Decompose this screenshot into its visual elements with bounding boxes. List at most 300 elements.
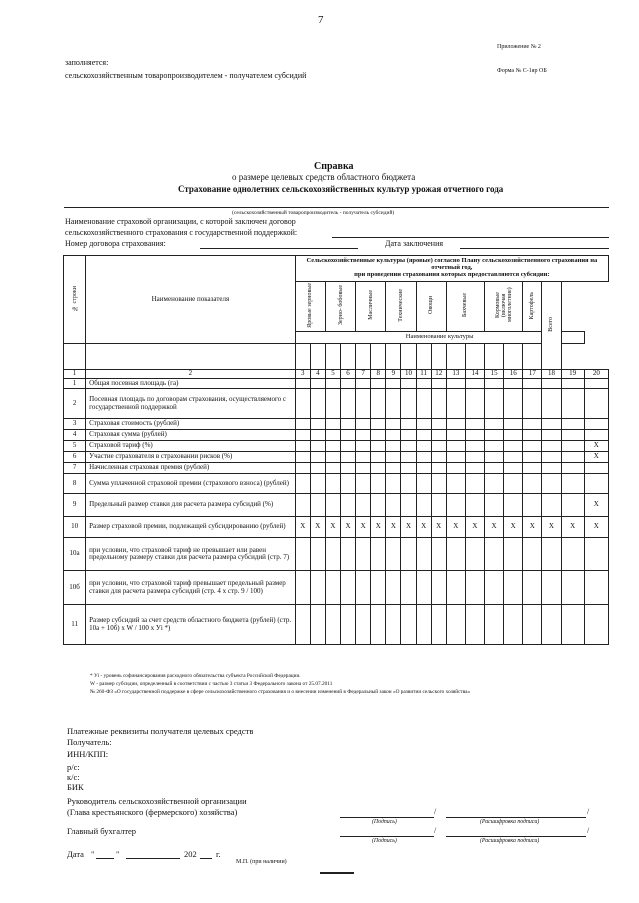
crop-blank-cell[interactable] — [325, 344, 340, 370]
value-cell[interactable] — [356, 419, 371, 430]
value-cell[interactable]: X — [485, 517, 504, 538]
value-cell[interactable] — [295, 441, 310, 452]
value-cell[interactable] — [386, 430, 401, 441]
payment-title: Платежные реквизиты получателя целевых средств — [67, 726, 254, 736]
value-cell[interactable] — [431, 389, 446, 419]
value-cell[interactable] — [561, 379, 584, 389]
value-cell[interactable] — [371, 389, 386, 419]
value-cell[interactable] — [310, 430, 325, 441]
doc-title: Справка — [314, 161, 354, 172]
row-label: Предельный размер ставки для расчета размера субсидий (%) — [86, 494, 296, 517]
value-cell[interactable] — [561, 474, 584, 494]
row-number: 8 — [64, 474, 86, 494]
value-cell[interactable] — [356, 538, 371, 571]
table-row — [64, 379, 609, 389]
value-cell[interactable] — [504, 494, 523, 517]
head-sign-caption: (Подпись) — [372, 819, 397, 825]
column-number: 10 — [401, 370, 416, 379]
total-cell[interactable] — [584, 571, 608, 605]
value-cell[interactable] — [485, 441, 504, 452]
value-cell[interactable]: X — [504, 517, 523, 538]
value-cell[interactable] — [341, 605, 356, 645]
value-cell[interactable] — [485, 430, 504, 441]
row-label: Начисленная страховая премия (рублей) — [86, 463, 296, 474]
value-cell[interactable] — [386, 441, 401, 452]
value-cell[interactable] — [341, 474, 356, 494]
table-row — [64, 430, 609, 441]
accountant-label: Главный бухгалтер — [67, 826, 137, 836]
value-cell[interactable] — [446, 441, 465, 452]
value-cell[interactable]: X — [371, 517, 386, 538]
value-cell[interactable] — [446, 379, 465, 389]
value-cell[interactable] — [561, 571, 584, 605]
date-year-line[interactable] — [200, 858, 212, 859]
value-cell[interactable] — [523, 605, 542, 645]
value-cell[interactable] — [371, 605, 386, 645]
value-cell[interactable]: X — [416, 517, 431, 538]
value-cell[interactable] — [542, 571, 561, 605]
value-cell[interactable] — [416, 571, 431, 605]
value-cell[interactable] — [523, 494, 542, 517]
value-cell[interactable] — [401, 463, 416, 474]
date-quote-2: " — [116, 849, 120, 859]
value-cell[interactable] — [325, 538, 340, 571]
value-cell[interactable] — [325, 379, 340, 389]
crop-blank-cell[interactable] — [64, 344, 86, 370]
crop-blank-cell[interactable] — [341, 344, 356, 370]
value-cell[interactable] — [371, 419, 386, 430]
value-cell[interactable] — [295, 605, 310, 645]
value-cell[interactable] — [446, 430, 465, 441]
crop-name: Масличные — [367, 290, 374, 321]
head-slash-2: / — [587, 807, 590, 816]
value-cell[interactable] — [485, 389, 504, 419]
value-cell[interactable]: X — [310, 517, 325, 538]
value-cell[interactable] — [356, 441, 371, 452]
insurer-line-1: Наименование страховой организации, с которой заключен договор — [65, 217, 296, 226]
value-cell[interactable] — [504, 452, 523, 463]
value-cell[interactable] — [465, 389, 484, 419]
value-cell[interactable] — [465, 419, 484, 430]
value-cell[interactable] — [401, 441, 416, 452]
value-cell[interactable] — [310, 494, 325, 517]
value-cell[interactable] — [295, 494, 310, 517]
value-cell[interactable] — [485, 605, 504, 645]
value-cell[interactable] — [465, 571, 484, 605]
value-cell[interactable]: X — [523, 517, 542, 538]
value-cell[interactable] — [325, 571, 340, 605]
value-cell[interactable] — [561, 441, 584, 452]
value-cell[interactable] — [386, 379, 401, 389]
value-cell[interactable] — [356, 494, 371, 517]
value-cell[interactable] — [371, 474, 386, 494]
value-cell[interactable] — [401, 605, 416, 645]
column-number: 12 — [431, 370, 446, 379]
value-cell[interactable] — [341, 389, 356, 419]
value-cell[interactable] — [356, 463, 371, 474]
insurer-field[interactable] — [332, 237, 609, 238]
value-cell[interactable] — [401, 494, 416, 517]
total-cell[interactable] — [584, 463, 608, 474]
value-cell[interactable] — [416, 430, 431, 441]
value-cell[interactable] — [310, 379, 325, 389]
total-cell[interactable]: X — [584, 517, 608, 538]
total-cell[interactable] — [584, 389, 608, 419]
column-number: 19 — [561, 370, 584, 379]
value-cell[interactable] — [446, 494, 465, 517]
value-cell[interactable] — [371, 452, 386, 463]
value-cell[interactable] — [356, 571, 371, 605]
value-cell[interactable] — [416, 463, 431, 474]
value-cell[interactable] — [504, 463, 523, 474]
value-cell[interactable] — [561, 430, 584, 441]
crop-blank-cell[interactable] — [504, 344, 523, 370]
value-cell[interactable] — [446, 605, 465, 645]
value-cell[interactable] — [542, 389, 561, 419]
acc-slash: / — [434, 826, 437, 835]
value-cell[interactable] — [416, 605, 431, 645]
row-label: Сумма уплаченной страховой премии (страхового взноса) (рублей) — [86, 474, 296, 494]
payment-bik: БИК — [67, 782, 84, 792]
head-decode-line[interactable] — [446, 817, 586, 818]
value-cell[interactable] — [431, 538, 446, 571]
total-cell[interactable]: X — [584, 494, 608, 517]
value-cell[interactable] — [485, 463, 504, 474]
total-cell[interactable] — [584, 605, 608, 645]
column-number: 16 — [504, 370, 523, 379]
acc-slash-2: / — [587, 826, 590, 835]
value-cell[interactable] — [523, 474, 542, 494]
value-cell[interactable] — [325, 441, 340, 452]
value-cell[interactable] — [371, 538, 386, 571]
crop-blank-cell[interactable] — [431, 344, 446, 370]
value-cell[interactable] — [356, 452, 371, 463]
value-cell[interactable] — [465, 463, 484, 474]
payment-ks: к/с: — [67, 772, 80, 782]
value-cell[interactable] — [485, 494, 504, 517]
total-cell[interactable] — [584, 430, 608, 441]
value-cell[interactable]: X — [542, 517, 561, 538]
value-cell[interactable]: X — [386, 517, 401, 538]
value-cell[interactable] — [431, 605, 446, 645]
value-cell[interactable] — [416, 494, 431, 517]
total-cell[interactable] — [584, 379, 608, 389]
value-cell[interactable] — [295, 452, 310, 463]
value-cell[interactable] — [416, 419, 431, 430]
value-cell[interactable] — [401, 419, 416, 430]
value-cell[interactable] — [542, 463, 561, 474]
date-field[interactable] — [460, 248, 609, 249]
value-cell[interactable] — [325, 419, 340, 430]
value-cell[interactable] — [295, 571, 310, 605]
value-cell[interactable] — [465, 452, 484, 463]
value-cell[interactable] — [295, 419, 310, 430]
value-cell[interactable] — [356, 389, 371, 419]
crop-blank-cell[interactable] — [386, 344, 401, 370]
value-cell[interactable] — [325, 430, 340, 441]
value-cell[interactable] — [371, 571, 386, 605]
value-cell[interactable] — [431, 441, 446, 452]
value-cell[interactable] — [504, 441, 523, 452]
value-cell[interactable] — [356, 379, 371, 389]
value-cell[interactable] — [542, 452, 561, 463]
value-cell[interactable] — [310, 452, 325, 463]
value-cell[interactable] — [504, 474, 523, 494]
value-cell[interactable] — [310, 419, 325, 430]
footnote-2: W - размер субсидии, определенный в соответствии с частью 3 статьи 3 Федерального закона от 25.07.2011 — [90, 681, 333, 687]
value-cell[interactable] — [485, 571, 504, 605]
value-cell[interactable] — [561, 494, 584, 517]
value-cell[interactable] — [523, 571, 542, 605]
value-cell[interactable] — [523, 379, 542, 389]
value-cell[interactable] — [446, 474, 465, 494]
crop-blank-cell[interactable] — [523, 344, 542, 370]
value-cell[interactable] — [371, 463, 386, 474]
value-cell[interactable] — [485, 419, 504, 430]
crop-blank-cell[interactable] — [310, 344, 325, 370]
value-cell[interactable] — [310, 389, 325, 419]
value-cell[interactable] — [401, 430, 416, 441]
total-cell[interactable] — [584, 419, 608, 430]
value-cell[interactable] — [386, 419, 401, 430]
value-cell[interactable] — [542, 605, 561, 645]
value-cell[interactable] — [325, 494, 340, 517]
value-cell[interactable] — [431, 474, 446, 494]
value-cell[interactable] — [295, 430, 310, 441]
crop-blank-cell[interactable] — [465, 344, 484, 370]
acc-decode-line[interactable] — [446, 836, 586, 837]
row-label: Размер страховой премии, подлежащей субсидированию (рублей) — [86, 517, 296, 538]
value-cell[interactable] — [401, 538, 416, 571]
acc-decode-caption: (Расшифровка подписи) — [480, 838, 540, 844]
value-cell[interactable] — [561, 452, 584, 463]
date-month-line[interactable] — [126, 858, 180, 859]
value-cell[interactable] — [542, 494, 561, 517]
table-row — [64, 419, 609, 430]
value-cell[interactable] — [416, 452, 431, 463]
value-cell[interactable]: X — [446, 517, 465, 538]
total-cell[interactable] — [584, 474, 608, 494]
value-cell[interactable] — [465, 605, 484, 645]
crop-blank-cell[interactable] — [86, 344, 296, 370]
value-cell[interactable] — [386, 494, 401, 517]
crop-blank-cell[interactable] — [485, 344, 504, 370]
acc-sign-line[interactable] — [340, 836, 434, 837]
crop-blank-cell[interactable] — [356, 344, 371, 370]
value-cell[interactable] — [523, 419, 542, 430]
value-cell[interactable] — [465, 538, 484, 571]
value-cell[interactable] — [386, 538, 401, 571]
value-cell[interactable] — [341, 463, 356, 474]
value-cell[interactable] — [485, 474, 504, 494]
date-day-line[interactable] — [96, 858, 114, 859]
value-cell[interactable] — [295, 379, 310, 389]
value-cell[interactable] — [465, 430, 484, 441]
value-cell[interactable] — [446, 452, 465, 463]
value-cell[interactable] — [371, 441, 386, 452]
footnote-3: № 260-ФЗ «О государственной поддержке в сфере сельскохозяйственного страхования и о внесении изменений в Федеральный закон «О развитии сельского хозяйства» — [90, 689, 471, 695]
value-cell[interactable]: X — [325, 517, 340, 538]
crop-blank-cell[interactable] — [401, 344, 416, 370]
value-cell[interactable] — [542, 379, 561, 389]
value-cell[interactable] — [446, 571, 465, 605]
value-cell[interactable] — [431, 379, 446, 389]
value-cell[interactable] — [504, 538, 523, 571]
value-cell[interactable] — [401, 571, 416, 605]
value-cell[interactable] — [465, 474, 484, 494]
contract-label: Номер договора страхования: — [65, 239, 166, 248]
value-cell[interactable] — [386, 605, 401, 645]
value-cell[interactable] — [310, 463, 325, 474]
value-cell[interactable] — [523, 430, 542, 441]
value-cell[interactable] — [446, 538, 465, 571]
data-table — [63, 255, 609, 645]
value-cell[interactable] — [561, 419, 584, 430]
value-cell[interactable] — [465, 379, 484, 389]
value-cell[interactable] — [386, 452, 401, 463]
value-cell[interactable] — [416, 441, 431, 452]
value-cell[interactable] — [561, 389, 584, 419]
value-cell[interactable] — [295, 463, 310, 474]
total-cell[interactable] — [584, 538, 608, 571]
value-cell[interactable]: X — [401, 517, 416, 538]
value-cell[interactable] — [431, 419, 446, 430]
value-cell[interactable] — [310, 605, 325, 645]
total-cell[interactable]: X — [584, 452, 608, 463]
value-cell[interactable] — [325, 389, 340, 419]
value-cell[interactable] — [504, 379, 523, 389]
value-cell[interactable] — [341, 494, 356, 517]
value-cell[interactable] — [431, 494, 446, 517]
value-cell[interactable] — [401, 389, 416, 419]
payment-recipient: Получатель: — [67, 737, 112, 747]
value-cell[interactable] — [295, 474, 310, 494]
value-cell[interactable]: X — [341, 517, 356, 538]
value-cell[interactable] — [310, 474, 325, 494]
value-cell[interactable] — [310, 441, 325, 452]
value-cell[interactable] — [356, 605, 371, 645]
fill-label: заполняется: — [65, 58, 109, 67]
value-cell[interactable] — [401, 452, 416, 463]
value-cell[interactable] — [325, 452, 340, 463]
table-row — [64, 605, 609, 645]
value-cell[interactable] — [446, 463, 465, 474]
head-sign-line[interactable] — [340, 817, 434, 818]
value-cell[interactable] — [431, 430, 446, 441]
crop-blank-cell[interactable] — [416, 344, 431, 370]
value-cell[interactable] — [325, 463, 340, 474]
value-cell[interactable] — [431, 463, 446, 474]
value-cell[interactable] — [465, 494, 484, 517]
crop-header — [416, 282, 446, 332]
value-cell[interactable] — [504, 389, 523, 419]
value-cell[interactable]: X — [561, 517, 584, 538]
column-number: 7 — [356, 370, 371, 379]
value-cell[interactable] — [341, 379, 356, 389]
crop-blank-cell[interactable] — [295, 344, 310, 370]
value-cell[interactable] — [295, 389, 310, 419]
value-cell[interactable] — [465, 441, 484, 452]
total-cell[interactable]: X — [584, 441, 608, 452]
value-cell[interactable]: X — [431, 517, 446, 538]
value-cell[interactable] — [341, 538, 356, 571]
value-cell[interactable] — [341, 441, 356, 452]
crop-blank-cell[interactable] — [371, 344, 386, 370]
value-cell[interactable] — [416, 379, 431, 389]
value-cell[interactable]: X — [295, 517, 310, 538]
value-cell[interactable] — [341, 452, 356, 463]
value-cell[interactable] — [504, 419, 523, 430]
value-cell[interactable] — [371, 379, 386, 389]
value-cell[interactable] — [401, 474, 416, 494]
value-cell[interactable] — [485, 452, 504, 463]
column-number: 2 — [86, 370, 296, 379]
value-cell[interactable] — [542, 441, 561, 452]
value-cell[interactable] — [523, 452, 542, 463]
value-cell[interactable] — [386, 389, 401, 419]
value-cell[interactable] — [310, 571, 325, 605]
value-cell[interactable] — [542, 538, 561, 571]
value-cell[interactable] — [446, 389, 465, 419]
row-no-header: № строки — [64, 256, 86, 344]
value-cell[interactable] — [523, 463, 542, 474]
value-cell[interactable] — [561, 605, 584, 645]
value-cell[interactable] — [416, 389, 431, 419]
value-cell[interactable] — [504, 430, 523, 441]
value-cell[interactable] — [341, 419, 356, 430]
value-cell[interactable] — [356, 430, 371, 441]
value-cell[interactable] — [523, 389, 542, 419]
value-cell[interactable] — [542, 419, 561, 430]
value-cell[interactable] — [371, 430, 386, 441]
value-cell[interactable] — [386, 571, 401, 605]
value-cell[interactable] — [371, 494, 386, 517]
value-cell[interactable] — [325, 474, 340, 494]
value-cell[interactable] — [356, 474, 371, 494]
value-cell[interactable] — [542, 430, 561, 441]
value-cell[interactable]: X — [356, 517, 371, 538]
value-cell[interactable] — [504, 571, 523, 605]
value-cell[interactable] — [523, 441, 542, 452]
value-cell[interactable]: X — [465, 517, 484, 538]
row-label: Общая посевная площадь (га) — [86, 379, 296, 389]
crop-blank-cell[interactable] — [446, 344, 465, 370]
value-cell[interactable] — [416, 474, 431, 494]
contract-field[interactable] — [200, 248, 358, 249]
value-cell[interactable] — [504, 605, 523, 645]
value-cell[interactable] — [386, 463, 401, 474]
value-cell[interactable] — [310, 538, 325, 571]
value-cell[interactable] — [341, 571, 356, 605]
value-cell[interactable] — [542, 474, 561, 494]
value-cell[interactable] — [341, 430, 356, 441]
value-cell[interactable] — [325, 605, 340, 645]
value-cell[interactable] — [561, 463, 584, 474]
value-cell[interactable] — [446, 419, 465, 430]
value-cell[interactable] — [416, 538, 431, 571]
value-cell[interactable] — [386, 474, 401, 494]
value-cell[interactable] — [431, 452, 446, 463]
value-cell[interactable] — [523, 538, 542, 571]
value-cell[interactable] — [431, 571, 446, 605]
value-cell[interactable] — [295, 538, 310, 571]
value-cell[interactable] — [561, 538, 584, 571]
value-cell[interactable] — [485, 379, 504, 389]
value-cell[interactable] — [401, 379, 416, 389]
indicator-header: Наименование показателя — [86, 256, 296, 344]
value-cell[interactable] — [485, 538, 504, 571]
crop-name: Зерно- бобовые — [337, 285, 344, 326]
